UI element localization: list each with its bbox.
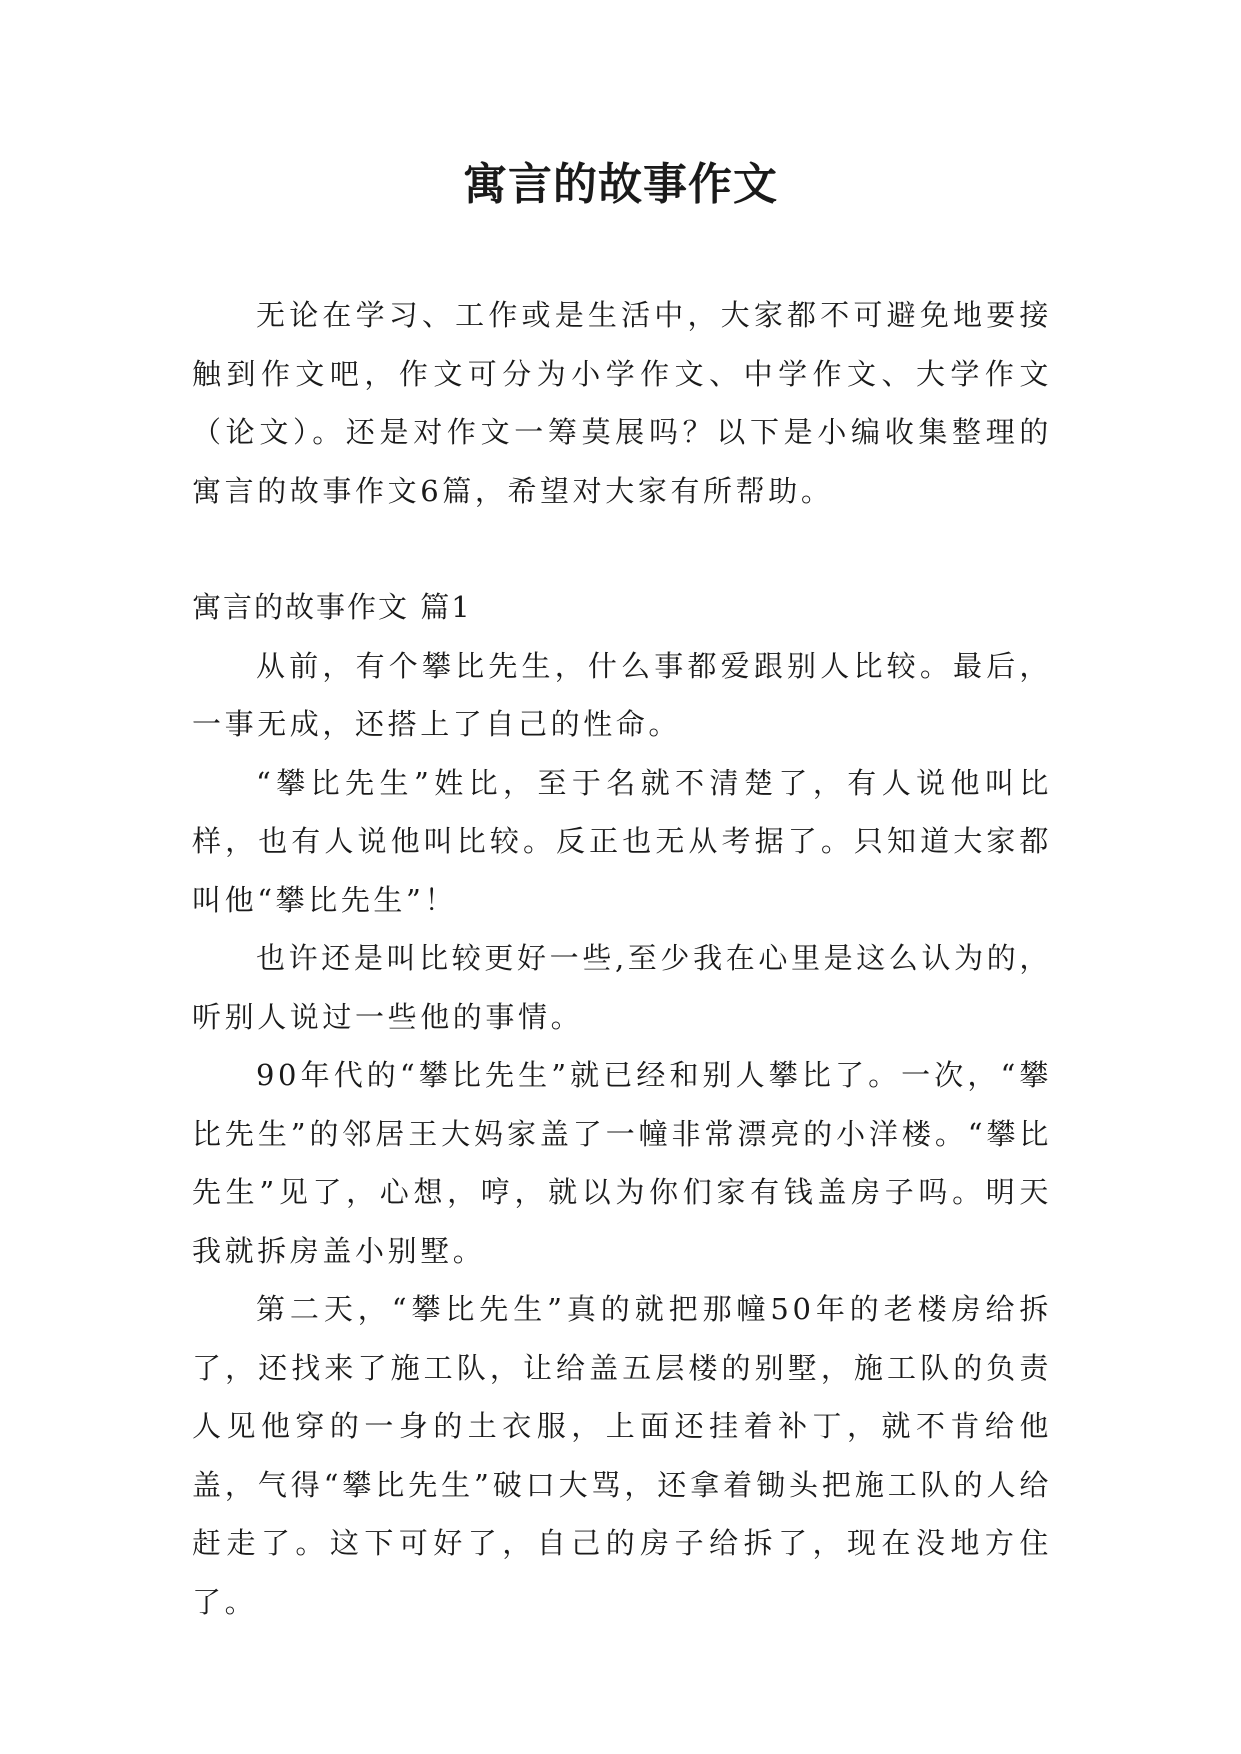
document-body	[192, 286, 1052, 1631]
story-paragraph: “攀比先生”姓比，至于名就不清楚了，有人说他叫比样，也有人说他叫比较。反正也无从考据了。只知道大家都叫他“攀比先生”！	[192, 765, 1052, 917]
section-heading: 寓言的故事作文 篇1	[192, 590, 472, 624]
story-paragraph: 90年代的“攀比先生”就已经和别人攀比了。一次，“攀比先生”的邻居王大妈家盖了一幢非常漂亮的小洋楼。“攀比先生”见了，心想，哼，就以为你们家有钱盖房子吗。明天我就拆房盖小别墅。	[192, 1058, 1052, 1268]
story-paragraph: 也许还是叫比较更好一些,至少我在心里是这么认为的，听别人说过一些他的事情。	[192, 941, 1052, 1034]
document-title: 寓言的故事作文	[463, 159, 778, 210]
story-paragraph: 第二天，“攀比先生”真的就把那幢50年的老楼房给拆了，还找来了施工队，让给盖五层楼的别墅，施工队的负责人见他穿的一身的土衣服，上面还挂着补丁，就不肯给他盖，气得“攀比先生”破口大骂，还拿着锄头把施工队的人给赶走了。这下可好了，自己的房子给拆了，现在没地方住了。	[192, 1292, 1052, 1619]
story-paragraph: 从前，有个攀比先生，什么事都爱跟别人比较。最后，一事无成，还搭上了自己的性命。	[192, 648, 1052, 741]
intro-paragraph: 无论在学习、工作或是生活中，大家都不可避免地要接触到作文吧，作文可分为小学作文、中学作文、大学作文（论文）。还是对作文一筹莫展吗？以下是小编收集整理的寓言的故事作文6篇，希望对大家有所帮助。	[192, 298, 1052, 508]
